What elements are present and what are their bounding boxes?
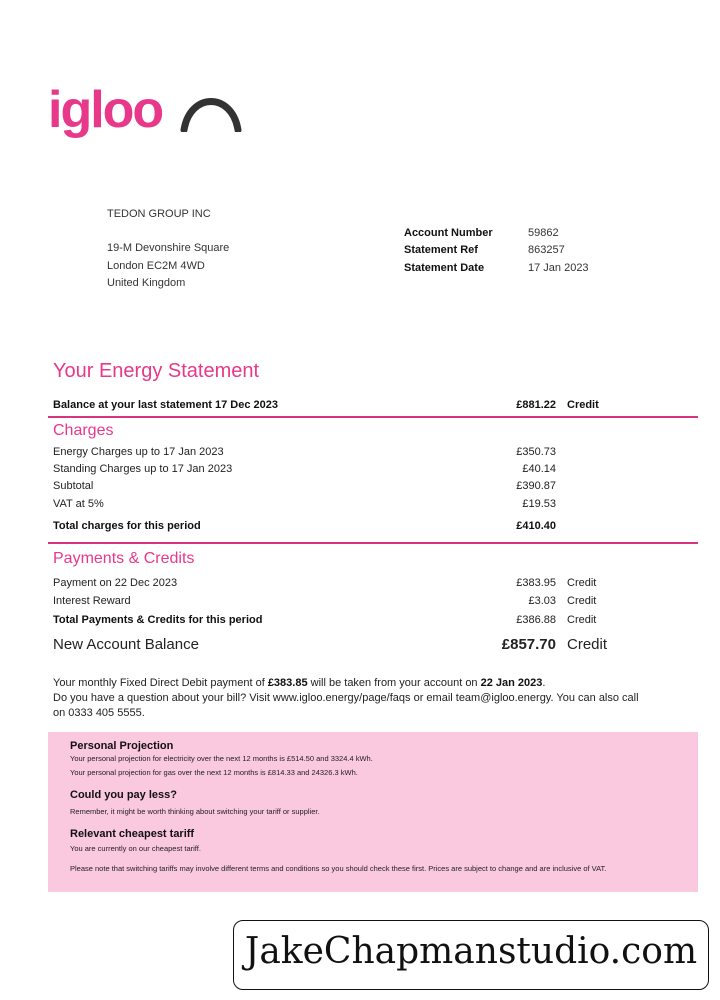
projection-electricity: Your personal projection for electricity over the next 12 months is £514.50 and 3324.4 kWh.	[70, 754, 373, 763]
projection-gas: Your personal projection for gas over the next 12 months is £814.33 and 24326.3 kWh.	[70, 768, 358, 777]
payments-total-label: Total Payments & Credits for this period	[53, 614, 263, 626]
cheapest-title: Relevant cheapest tariff	[70, 828, 195, 840]
direct-debit-info	[53, 676, 653, 691]
charge-row	[53, 446, 698, 460]
new-balance-label: New Account Balance	[53, 636, 199, 653]
watermark-box	[233, 920, 709, 990]
statement-title: Your Energy Statement	[53, 360, 260, 382]
statement-ref-value: 863257	[528, 244, 565, 256]
last-balance-status: Credit	[567, 399, 599, 411]
payment-row	[53, 595, 698, 609]
info-text: Your monthly Fixed Direct Debit payment of	[53, 677, 268, 689]
info-text: .	[542, 677, 546, 689]
charges-total-amount: £410.40	[516, 520, 556, 532]
statement-date-value: 17 Jan 2023	[528, 262, 589, 274]
charge-amount: £350.73	[516, 446, 556, 458]
payments-total-amount: £386.88	[516, 614, 556, 626]
payment-label: Payment on 22 Dec 2023	[53, 577, 178, 589]
payment-label: Interest Reward	[53, 595, 131, 607]
customer-name: TEDON GROUP INC	[107, 208, 211, 220]
charge-row	[53, 463, 698, 477]
divider	[48, 542, 698, 544]
watermark-text: JakeChapmanstudio.com	[244, 931, 698, 972]
address-line-2: London EC2M 4WD	[107, 260, 205, 272]
payment-row	[53, 577, 698, 591]
direct-debit-amount: £383.85	[267, 677, 308, 689]
address-line-3: United Kingdom	[107, 277, 186, 289]
charges-total-label: Total charges for this period	[53, 520, 201, 532]
charge-amount: £390.87	[516, 480, 556, 492]
charge-label: Subtotal	[53, 480, 94, 492]
charges-title: Charges	[53, 422, 114, 439]
charge-row	[53, 498, 698, 512]
statement-date-label: Statement Date	[404, 262, 485, 274]
projection-title: Personal Projection	[70, 740, 174, 752]
payment-amount: £383.95	[516, 577, 556, 589]
cheapest-note: Please note that switching tariffs may involve different terms and conditions so you should check these first. Prices are subject to change and are inclusive of VAT.	[70, 864, 607, 873]
projection-box	[48, 732, 698, 892]
charges-total-row	[53, 520, 698, 534]
payment-amount: £3.03	[528, 595, 556, 607]
cheapest-text: You are currently on our cheapest tariff.	[70, 844, 201, 853]
last-balance-label: Balance at your last statement 17 Dec 2023	[53, 399, 279, 411]
igloo-logo	[48, 80, 248, 140]
direct-debit-date: 22 Jan 2023	[480, 677, 543, 689]
igloo-dome-icon	[180, 88, 242, 132]
charge-row	[53, 480, 698, 494]
charge-label: Standing Charges up to 17 Jan 2023	[53, 463, 233, 475]
payments-title: Payments & Credits	[53, 550, 195, 567]
payments-total-row	[53, 614, 698, 628]
account-number-value: 59862	[528, 227, 559, 239]
logo-wordmark: igloo	[48, 81, 163, 139]
last-balance-amount: £881.22	[516, 399, 556, 411]
charge-amount: £40.14	[522, 463, 556, 475]
address-line-1: 19-M Devonshire Square	[107, 242, 230, 254]
payment-status: Credit	[567, 577, 597, 589]
charge-label: VAT at 5%	[53, 498, 104, 510]
info-text: will be taken from your account on	[307, 677, 481, 689]
last-balance-row	[53, 399, 698, 413]
contact-info: Do you have a question about your bill? Visit www.igloo.energy/page/faqs or email team@igloo.energy. You can also call on 0333 405 5555.	[53, 692, 639, 719]
pay-less-title: Could you pay less?	[70, 789, 177, 801]
new-balance-row	[53, 636, 698, 656]
charge-amount: £19.53	[522, 498, 556, 510]
pay-less-text: Remember, it might be worth thinking about switching your tariff or supplier.	[70, 807, 320, 816]
statement-ref-label: Statement Ref	[404, 244, 478, 256]
charge-label: Energy Charges up to 17 Jan 2023	[53, 446, 224, 458]
new-balance-amount: £857.70	[501, 636, 556, 653]
new-balance-status: Credit	[567, 636, 608, 653]
account-number-label: Account Number	[404, 227, 493, 239]
divider	[48, 416, 698, 418]
payment-status: Credit	[567, 595, 597, 607]
payments-total-status: Credit	[567, 614, 597, 626]
